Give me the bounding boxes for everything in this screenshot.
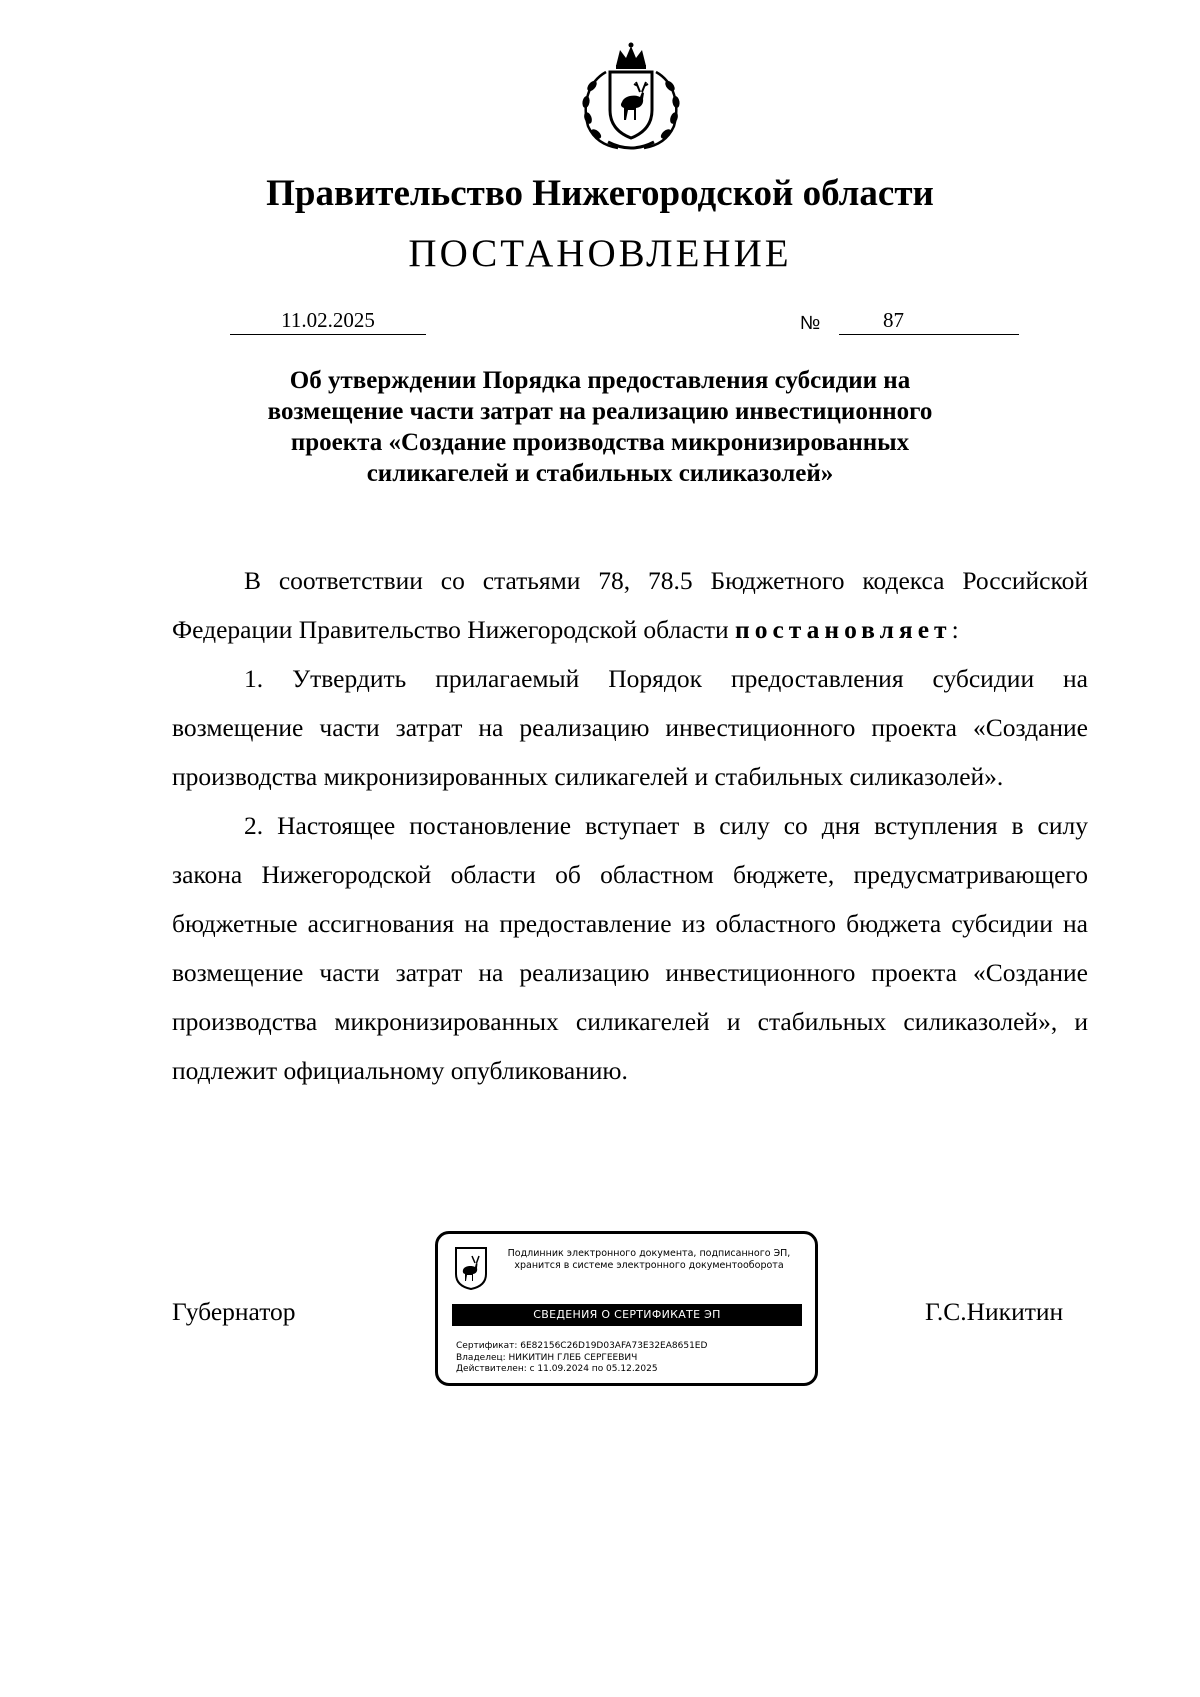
organization-title: Правительство Нижегородской области: [266, 173, 934, 214]
intro-end: :: [951, 615, 959, 644]
intro-text: В соответствии со статьями 78, 78.5 Бюджетного кодекса Российской Федерации Правительство Нижегородской области: [172, 566, 1088, 644]
subject-line: Об утверждении Порядка предоставления субсидии на: [289, 367, 911, 394]
signatory-title: Губернатор: [172, 1297, 296, 1326]
document-date: 11.02.2025: [230, 306, 426, 335]
deer-shield-icon: [454, 1246, 488, 1290]
certificate-id: Сертификат: 6E82156C26D19D03AFA73E32EA8651ED: [456, 1341, 708, 1351]
certificate-owner: Владелец: НИКИТИН ГЛЕБ СЕРГЕЕВИЧ: [456, 1352, 638, 1363]
item-1-paragraph: 1. Утвердить прилагаемый Порядок предоставления субсидии на возмещение части затрат на реализацию инвестиционного проекта «Создание производства микронизированных силикагелей и стабильных силиказолей».: [172, 664, 1088, 791]
subject-line: проекта «Создание производства микронизированных: [290, 429, 910, 456]
certificate-info-bar: СВЕДЕНИЯ О СЕРТИФИКАТЕ ЭП: [452, 1304, 802, 1326]
document-number: 87: [883, 308, 904, 332]
e-signature-stamp: [435, 1231, 818, 1386]
document-subject: [160, 365, 1040, 489]
intro-paragraph: [172, 556, 1088, 654]
subject-line: силикагелей и стабильных силиказолей»: [366, 460, 834, 487]
stamp-note-line: Подлинник электронного документа, подписанного ЭП,: [507, 1248, 791, 1259]
stamp-note: [490, 1248, 808, 1272]
intro-emphasis: постановляет: [735, 615, 952, 644]
stamp-note-line: хранится в системе электронного документооборота: [514, 1260, 784, 1271]
document-type: ПОСТАНОВЛЕНИЕ: [408, 232, 792, 275]
document-body: [172, 556, 1088, 1095]
item-2-paragraph: 2. Настоящее постановление вступает в силу со дня вступления в силу закона Нижегородской области об областном бюджете, предусматривающего бюджетные ассигнования на предоставление из областного бюджета субсидии на возмещение части затрат на реализацию инвестиционного проекта «Создание производства микронизированных силикагелей и стабильных силиказолей», и подлежит официальному опубликованию.: [172, 811, 1088, 1085]
subject-line: возмещение части затрат на реализацию инвестиционного: [267, 398, 933, 425]
certificate-validity: Действителен: с 11.09.2024 по 05.12.2025: [456, 1364, 658, 1374]
signatory-name: Г.С.Никитин: [925, 1297, 1064, 1326]
certificate-details: [456, 1341, 707, 1376]
coat-of-arms-icon: [576, 42, 686, 152]
document-number-field: [839, 306, 1019, 335]
number-sign: №: [800, 313, 821, 334]
